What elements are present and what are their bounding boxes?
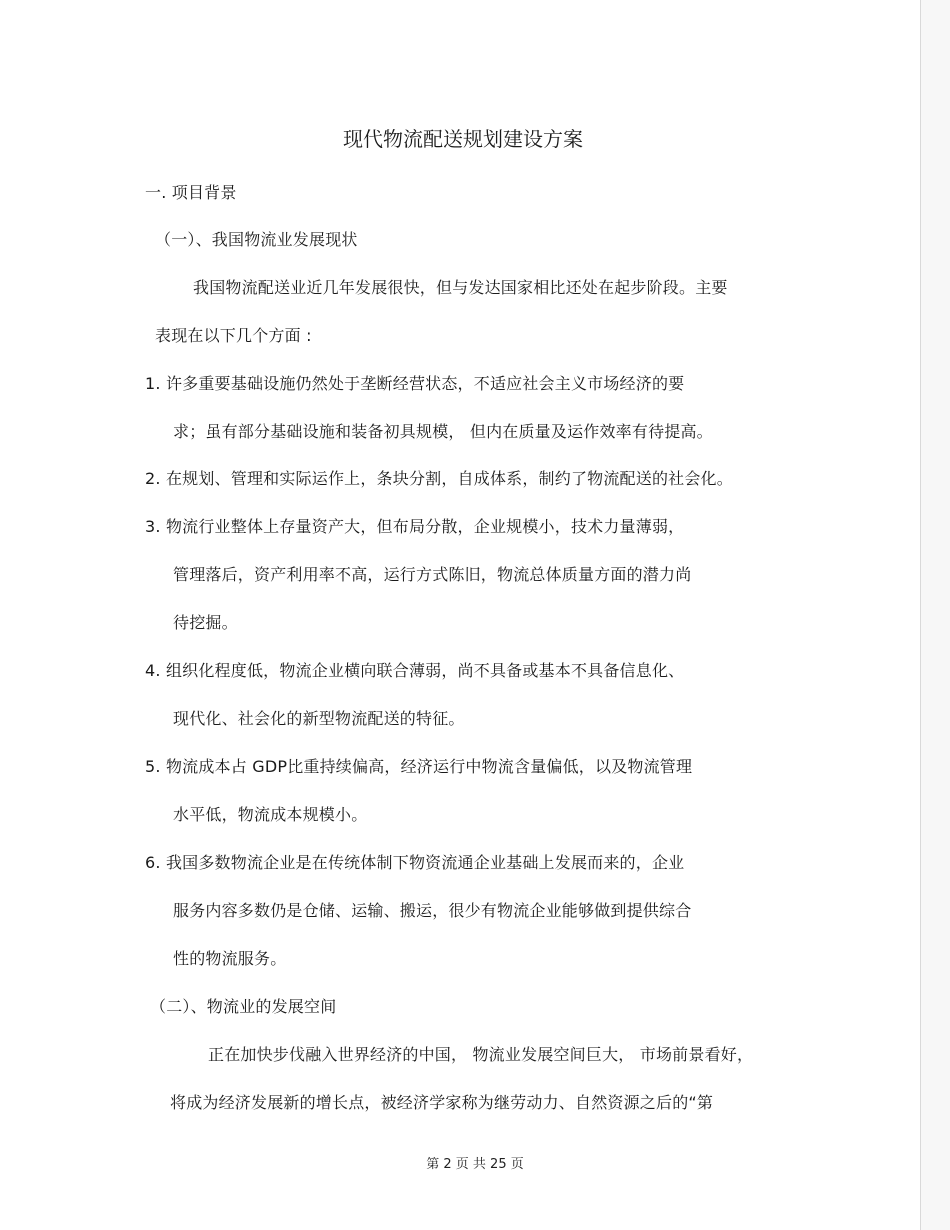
list-item-4-continuation: 现代化、社会化的新型物流配送的特征。 — [173, 709, 465, 728]
page-number-footer: 第 2 页 共 25 页 — [426, 1157, 524, 1172]
paragraph-line: 正在加快步伐融入世界经济的中国， 物流业发展空间巨大， 市场前景看好， — [208, 1045, 754, 1064]
list-item-1-continuation: 求；虽有部分基础设施和装备初具规模， 但内在质量及运作效率有待提高。 — [173, 422, 713, 441]
list-item-5: 5. 物流成本占 GDP比重持续偏高，经济运行中物流含量偏低，以及物流管理 — [145, 757, 693, 776]
document-title: 现代物流配送规划建设方案 — [343, 127, 583, 151]
viewer-gutter — [921, 0, 950, 1230]
paragraph-line: 将成为经济发展新的增长点，被经济学家称为继劳动力、自然资源之后的“第 — [170, 1093, 714, 1112]
list-item-4: 4. 组织化程度低，物流企业横向联合薄弱，尚不具备或基本不具备信息化、 — [145, 661, 685, 680]
paragraph-line: 表现在以下几个方面 : — [155, 326, 312, 345]
list-item-1: 1. 许多重要基础设施仍然处于垄断经营状态，不适应社会主义市场经济的要 — [145, 374, 685, 393]
list-item-2: 2. 在规划、管理和实际运作上，条块分割，自成体系，制约了物流配送的社会化。 — [145, 469, 733, 488]
list-item-6-continuation: 性的物流服务。 — [173, 949, 287, 968]
section-heading-background: 一. 项目背景 — [145, 183, 237, 202]
paragraph-line: 我国物流配送业近几年发展很快，但与发达国家相比还处在起步阶段。主要 — [193, 278, 728, 297]
subsection-heading-status: （一）、我国物流业发展现状 — [155, 230, 358, 249]
list-item-3-continuation: 待挖掘。 — [173, 613, 238, 632]
list-item-6-continuation: 服务内容多数仍是仓储、运输、搬运，很少有物流企业能够做到提供综合 — [173, 901, 692, 920]
subsection-heading-growth: （二）、物流业的发展空间 — [150, 997, 337, 1016]
list-item-3-continuation: 管理落后，资产利用率不高，运行方式陈旧，物流总体质量方面的潜力尚 — [173, 565, 692, 584]
list-item-5-continuation: 水平低，物流成本规模小。 — [173, 805, 368, 824]
list-item-3: 3. 物流行业整体上存量资产大，但布局分散，企业规模小，技术力量薄弱， — [145, 517, 685, 536]
list-item-6: 6. 我国多数物流企业是在传统体制下物资流通企业基础上发展而来的，企业 — [145, 853, 685, 872]
